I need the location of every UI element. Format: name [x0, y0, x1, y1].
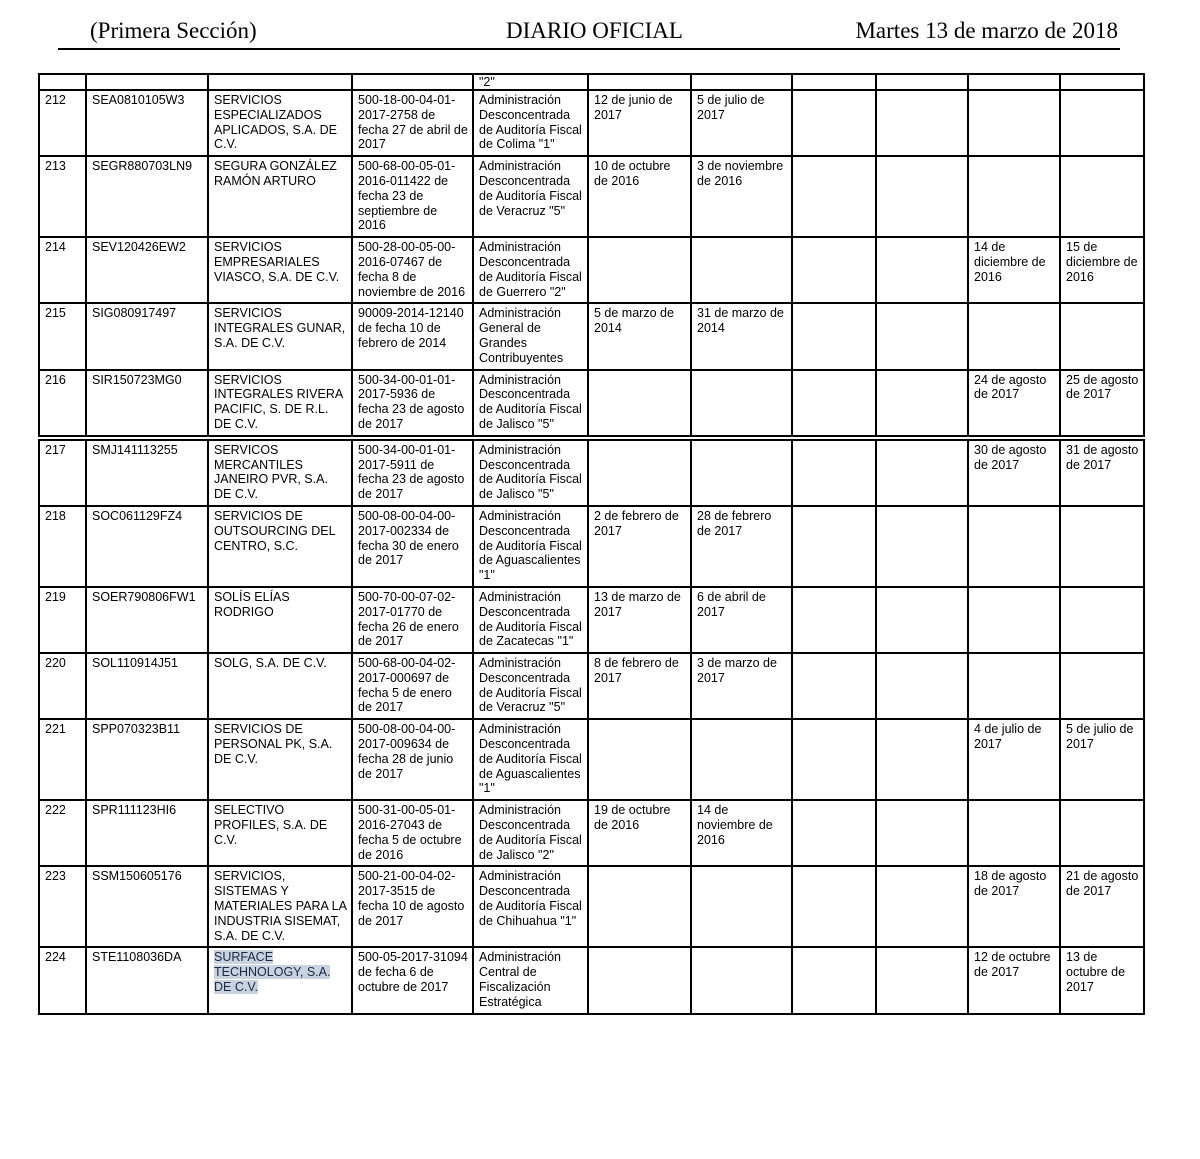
cell-date-a: 19 de octubre de 2016 — [588, 800, 691, 866]
cell-empty-a — [792, 237, 876, 303]
cell-date-c: 30 de agosto de 2017 — [968, 438, 1060, 506]
cell-empty-b — [876, 237, 968, 303]
cell-autoridad: Administración Desconcentrada de Auditoría Fiscal de Chihuahua "1" — [473, 866, 588, 947]
cell-empty-b — [876, 156, 968, 237]
cell-date-b: 28 de febrero de 2017 — [691, 506, 792, 587]
cell-name: SERVICIOS, SISTEMAS Y MATERIALES PARA LA INDUSTRIA SISEMAT, S.A. DE C.V. — [208, 866, 352, 947]
cell-name: SERVICIOS INTEGRALES GUNAR, S.A. DE C.V. — [208, 303, 352, 369]
cell-date-c: 24 de agosto de 2017 — [968, 370, 1060, 438]
cell-oficio: 500-08-00-04-00-2017-009634 de fecha 28 de junio de 2017 — [352, 719, 473, 800]
cell-rfc: SPR111123HI6 — [86, 800, 208, 866]
cell-num: 216 — [39, 370, 86, 438]
cell-date-a: 13 de marzo de 2017 — [588, 587, 691, 653]
cell-oficio: 500-34-00-01-01-2017-5911 de fecha 23 de agosto de 2017 — [352, 438, 473, 506]
table-row — [39, 438, 1144, 506]
cell-name — [208, 947, 352, 1013]
cell-date-c — [968, 303, 1060, 369]
table-row — [39, 653, 1144, 719]
table-row — [39, 237, 1144, 303]
cell-autoridad: "2" — [473, 74, 588, 90]
cell-num: 222 — [39, 800, 86, 866]
cell-empty-a — [792, 156, 876, 237]
cell-date-a — [588, 866, 691, 947]
cell-autoridad: Administración Desconcentrada de Auditoría Fiscal de Veracruz "5" — [473, 156, 588, 237]
cell-date-c: 18 de agosto de 2017 — [968, 866, 1060, 947]
cell-date-c: 4 de julio de 2017 — [968, 719, 1060, 800]
cell-autoridad: Administración Desconcentrada de Auditoría Fiscal de Colima "1" — [473, 90, 588, 156]
cell-num: 217 — [39, 438, 86, 506]
cell-empty-a — [792, 303, 876, 369]
cell-empty-a — [792, 800, 876, 866]
cell-date-b — [691, 866, 792, 947]
table-row — [39, 800, 1144, 866]
cell-date-a — [588, 947, 691, 1013]
cell-num: 219 — [39, 587, 86, 653]
cell-date-d — [1060, 90, 1144, 156]
cell-name: SEGURA GONZÁLEZ RAMÓN ARTURO — [208, 156, 352, 237]
cell-empty-b — [876, 653, 968, 719]
cell-rfc: SSM150605176 — [86, 866, 208, 947]
cell-empty-b — [876, 438, 968, 506]
cell-date-b: 6 de abril de 2017 — [691, 587, 792, 653]
cell-date-d — [1060, 303, 1144, 369]
cell-autoridad: Administración General de Grandes Contribuyentes — [473, 303, 588, 369]
cell-date-d — [1060, 156, 1144, 237]
cell-date-a: 5 de marzo de 2014 — [588, 303, 691, 369]
cell-date-a — [588, 370, 691, 438]
cell-date-a: 8 de febrero de 2017 — [588, 653, 691, 719]
cell-empty-b — [876, 74, 968, 90]
cell-rfc: SOER790806FW1 — [86, 587, 208, 653]
cell-oficio: 500-28-00-05-00-2016-07467 de fecha 8 de noviembre de 2016 — [352, 237, 473, 303]
cell-rfc: SIR150723MG0 — [86, 370, 208, 438]
cell-date-c: 14 de diciembre de 2016 — [968, 237, 1060, 303]
cell-date-b: 31 de marzo de 2014 — [691, 303, 792, 369]
cell-date-a — [588, 438, 691, 506]
cell-num: 223 — [39, 866, 86, 947]
cell-empty-b — [876, 303, 968, 369]
cell-date-d: 13 de octubre de 2017 — [1060, 947, 1144, 1013]
table-row — [39, 303, 1144, 369]
cell-date-a: 12 de junio de 2017 — [588, 90, 691, 156]
table-row — [39, 90, 1144, 156]
cell-date-b: 3 de noviembre de 2016 — [691, 156, 792, 237]
cell-name: SERVICIOS DE OUTSOURCING DEL CENTRO, S.C. — [208, 506, 352, 587]
cell-name: SERVICIOS DE PERSONAL PK, S.A. DE C.V. — [208, 719, 352, 800]
cell-empty-b — [876, 90, 968, 156]
cell-autoridad: Administración Desconcentrada de Auditoría Fiscal de Veracruz "5" — [473, 653, 588, 719]
cell-autoridad: Administración Desconcentrada de Auditoría Fiscal de Jalisco "5" — [473, 370, 588, 438]
cell-rfc — [86, 74, 208, 90]
table-row — [39, 866, 1144, 947]
publication-title: DIARIO OFICIAL — [506, 18, 683, 43]
cell-autoridad: Administración Desconcentrada de Auditoría Fiscal de Jalisco "2" — [473, 800, 588, 866]
cell-empty-a — [792, 90, 876, 156]
cell-date-a — [588, 237, 691, 303]
cell-date-c — [968, 800, 1060, 866]
cell-date-b: 3 de marzo de 2017 — [691, 653, 792, 719]
cell-rfc: SOL110914J51 — [86, 653, 208, 719]
cell-rfc: SOC061129FZ4 — [86, 506, 208, 587]
cell-date-d — [1060, 74, 1144, 90]
cell-name: SOLG, S.A. DE C.V. — [208, 653, 352, 719]
cell-num — [39, 74, 86, 90]
cell-oficio: 500-05-2017-31094 de fecha 6 de octubre de 2017 — [352, 947, 473, 1013]
cell-empty-a — [792, 587, 876, 653]
cell-oficio: 500-70-00-07-02-2017-01770 de fecha 26 de enero de 2017 — [352, 587, 473, 653]
cell-rfc: SPP070323B11 — [86, 719, 208, 800]
table-row — [39, 587, 1144, 653]
cell-oficio: 90009-2014-12140 de fecha 10 de febrero de 2014 — [352, 303, 473, 369]
cell-empty-b — [876, 587, 968, 653]
page-header — [58, 14, 1120, 50]
cell-date-a: 10 de octubre de 2016 — [588, 156, 691, 237]
cell-date-b — [691, 74, 792, 90]
cell-oficio: 500-31-00-05-01-2016-27043 de fecha 5 de octubre de 2016 — [352, 800, 473, 866]
cell-empty-a — [792, 719, 876, 800]
cell-autoridad: Administración Desconcentrada de Auditoría Fiscal de Aguascalientes "1" — [473, 719, 588, 800]
cell-date-d — [1060, 653, 1144, 719]
cell-empty-b — [876, 947, 968, 1013]
cell-empty-a — [792, 506, 876, 587]
cell-name: SOLÍS ELÍAS RODRIGO — [208, 587, 352, 653]
cell-date-d — [1060, 587, 1144, 653]
cell-date-b — [691, 947, 792, 1013]
cell-num: 218 — [39, 506, 86, 587]
cell-name: SELECTIVO PROFILES, S.A. DE C.V. — [208, 800, 352, 866]
cell-oficio: 500-18-00-04-01-2017-2758 de fecha 27 de abril de 2017 — [352, 90, 473, 156]
cell-date-d — [1060, 800, 1144, 866]
cell-autoridad: Administración Desconcentrada de Auditoría Fiscal de Jalisco "5" — [473, 438, 588, 506]
cell-num: 215 — [39, 303, 86, 369]
cell-date-a — [588, 719, 691, 800]
cell-date-b — [691, 719, 792, 800]
cell-empty-b — [876, 370, 968, 438]
cell-rfc: SMJ141113255 — [86, 438, 208, 506]
cell-date-a — [588, 74, 691, 90]
table-row — [39, 947, 1144, 1013]
cell-empty-a — [792, 438, 876, 506]
cell-date-b: 5 de julio de 2017 — [691, 90, 792, 156]
highlighted-name[interactable]: SURFACE TECHNOLOGY, S.A. DE C.V. — [214, 950, 331, 995]
cell-oficio — [352, 74, 473, 90]
section-label: (Primera Sección) — [90, 18, 257, 43]
cell-date-d: 5 de julio de 2017 — [1060, 719, 1144, 800]
cell-date-c — [968, 587, 1060, 653]
cell-date-d: 31 de agosto de 2017 — [1060, 438, 1144, 506]
table-row — [39, 506, 1144, 587]
cell-num: 212 — [39, 90, 86, 156]
cell-autoridad: Administración Desconcentrada de Auditoría Fiscal de Zacatecas "1" — [473, 587, 588, 653]
cell-empty-b — [876, 866, 968, 947]
table-row — [39, 156, 1144, 237]
cell-empty-b — [876, 506, 968, 587]
cell-oficio: 500-08-00-04-00-2017-002334 de fecha 30 de enero de 2017 — [352, 506, 473, 587]
continuation-row — [39, 74, 1144, 90]
taxpayer-table — [38, 73, 1145, 1015]
cell-rfc: SEGR880703LN9 — [86, 156, 208, 237]
cell-name: SERVICOS MERCANTILES JANEIRO PVR, S.A. DE C.V. — [208, 438, 352, 506]
cell-rfc: STE1108036DA — [86, 947, 208, 1013]
cell-date-c — [968, 156, 1060, 237]
table-row — [39, 719, 1144, 800]
cell-oficio: 500-34-00-01-01-2017-5936 de fecha 23 de agosto de 2017 — [352, 370, 473, 438]
cell-date-a: 2 de febrero de 2017 — [588, 506, 691, 587]
cell-rfc: SIG080917497 — [86, 303, 208, 369]
cell-num: 221 — [39, 719, 86, 800]
cell-date-d: 15 de diciembre de 2016 — [1060, 237, 1144, 303]
cell-date-d: 21 de agosto de 2017 — [1060, 866, 1144, 947]
cell-empty-a — [792, 74, 876, 90]
cell-empty-b — [876, 719, 968, 800]
cell-num: 224 — [39, 947, 86, 1013]
cell-empty-a — [792, 370, 876, 438]
cell-empty-b — [876, 800, 968, 866]
cell-date-b — [691, 438, 792, 506]
cell-date-b — [691, 370, 792, 438]
cell-autoridad: Administración Central de Fiscalización Estratégica — [473, 947, 588, 1013]
cell-oficio: 500-68-00-04-02-2017-000697 de fecha 5 de enero de 2017 — [352, 653, 473, 719]
publication-date: Martes 13 de marzo de 2018 — [855, 18, 1118, 43]
cell-empty-a — [792, 653, 876, 719]
cell-rfc: SEA0810105W3 — [86, 90, 208, 156]
cell-empty-a — [792, 947, 876, 1013]
cell-date-b — [691, 237, 792, 303]
cell-num: 214 — [39, 237, 86, 303]
cell-date-c — [968, 74, 1060, 90]
cell-date-b: 14 de noviembre de 2016 — [691, 800, 792, 866]
cell-name: SERVICIOS INTEGRALES RIVERA PACIFIC, S. DE R.L. DE C.V. — [208, 370, 352, 438]
table-row — [39, 370, 1144, 438]
cell-oficio: 500-21-00-04-02-2017-3515 de fecha 10 de agosto de 2017 — [352, 866, 473, 947]
cell-date-c — [968, 653, 1060, 719]
cell-num: 220 — [39, 653, 86, 719]
cell-empty-a — [792, 866, 876, 947]
cell-date-c — [968, 506, 1060, 587]
cell-name: SERVICIOS ESPECIALIZADOS APLICADOS, S.A. DE C.V. — [208, 90, 352, 156]
cell-date-d — [1060, 506, 1144, 587]
cell-date-c: 12 de octubre de 2017 — [968, 947, 1060, 1013]
cell-autoridad: Administración Desconcentrada de Auditoría Fiscal de Aguascalientes "1" — [473, 506, 588, 587]
cell-oficio: 500-68-00-05-01-2016-011422 de fecha 23 de septiembre de 2016 — [352, 156, 473, 237]
cell-rfc: SEV120426EW2 — [86, 237, 208, 303]
cell-num: 213 — [39, 156, 86, 237]
cell-name: SERVICIOS EMPRESARIALES VIASCO, S.A. DE C.V. — [208, 237, 352, 303]
cell-date-d: 25 de agosto de 2017 — [1060, 370, 1144, 438]
cell-autoridad: Administración Desconcentrada de Auditoría Fiscal de Guerrero "2" — [473, 237, 588, 303]
cell-name — [208, 74, 352, 90]
cell-date-c — [968, 90, 1060, 156]
